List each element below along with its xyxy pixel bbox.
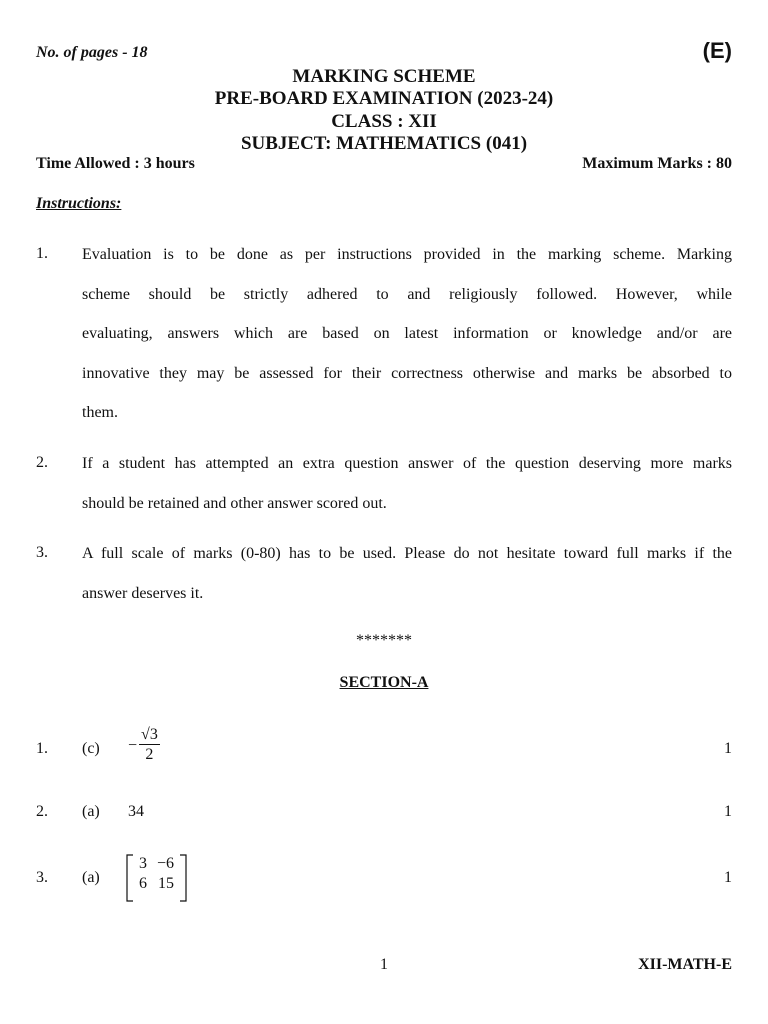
question-number: 2.	[36, 803, 48, 820]
class-label: CLASS : XII	[331, 111, 437, 132]
instruction-number: 3.	[36, 544, 48, 561]
matrix-left-bracket	[126, 854, 134, 902]
instruction-3-text	[82, 544, 732, 623]
instructions-heading: Instructions:	[36, 195, 122, 212]
instruction-line: A full scale of marks (0-80) has to be used. Please do not hesitate toward full marks if the	[82, 545, 732, 562]
question-marks: 1	[724, 803, 732, 820]
question-number: 3.	[36, 869, 48, 886]
fraction-denominator: 2	[145, 746, 154, 763]
paper-code: XII-MATH-E	[638, 956, 732, 973]
answer-value: 34	[128, 803, 144, 820]
matrix-cell: 3	[139, 855, 147, 872]
page-number: 1	[380, 956, 388, 973]
subject-label: SUBJECT: MATHEMATICS (041)	[240, 133, 528, 154]
instruction-number: 2.	[36, 454, 48, 471]
matrix-right-bracket	[179, 854, 187, 902]
instruction-line: answer deserves it.	[82, 584, 204, 602]
instruction-line: them.	[82, 404, 118, 421]
page-count-label: No. of pages - 18	[36, 44, 148, 61]
instruction-2-text	[82, 454, 732, 533]
instruction-line: If a student has attempted an extra question answer of the question deserving more marks	[82, 455, 732, 472]
instruction-line: innovative they may be assessed for their correctness otherwise and marks be absorbed to	[82, 364, 732, 382]
minus-sign: −	[128, 736, 138, 754]
section-heading: SECTION-A	[339, 674, 429, 691]
edition-label: (E)	[702, 38, 732, 63]
question-marks: 1	[724, 869, 732, 886]
instruction-number: 1.	[36, 245, 48, 262]
time-allowed: Time Allowed : 3 hours	[36, 155, 195, 172]
instruction-line: Evaluation is to be done as per instructions provided in the marking scheme. Marking	[82, 246, 732, 263]
exam-title: PRE-BOARD EXAMINATION (2023-24)	[214, 88, 554, 109]
separator: *******	[356, 632, 412, 649]
question-number: 1.	[36, 740, 48, 757]
fraction-numerator: √3	[141, 726, 158, 743]
answer-option: (a)	[82, 803, 100, 820]
document-title: MARKING SCHEME	[292, 66, 476, 87]
answer-option: (a)	[82, 869, 100, 886]
question-marks: 1	[724, 740, 732, 757]
maximum-marks: Maximum Marks : 80	[582, 155, 732, 172]
answer-option: (c)	[82, 740, 100, 757]
instruction-line: should be retained and other answer scored out.	[82, 494, 387, 512]
instruction-line: evaluating, answers which are based on latest information or knowledge and/or are	[82, 325, 732, 342]
instruction-1-text	[82, 245, 732, 443]
matrix-cell: 6	[139, 875, 147, 892]
matrix-cell: 15	[158, 875, 175, 892]
matrix-cell: −6	[157, 855, 175, 872]
instruction-line: scheme should be strictly adhered to and religiously followed. However, while	[82, 285, 732, 303]
answer-fraction	[128, 726, 160, 765]
answer-matrix	[126, 854, 187, 899]
